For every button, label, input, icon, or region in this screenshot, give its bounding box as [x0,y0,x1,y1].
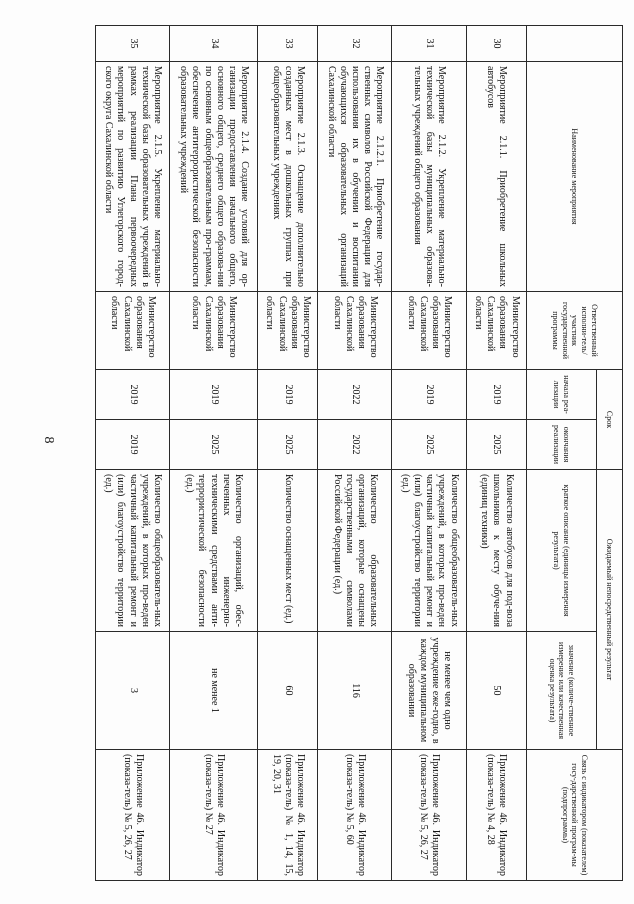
table-row [257,26,317,881]
responsible-executor: Министерство образования Сахалинской области [466,292,526,370]
start-year: 2022 [318,370,392,420]
rotated-table-container [95,25,623,880]
result-description: Количество оснащенных мест (ед.) [257,470,317,632]
row-number: 32 [318,26,392,62]
table-row [318,26,392,881]
responsible-executor: Министерство образования Сахалинской области [96,292,170,370]
start-year: 2019 [96,370,170,420]
start-year: 2019 [392,370,466,420]
result-description: Количество автобусов для под-воза школьников к месту обуче-ния (единиц техники) [466,470,526,632]
result-value: не менее 1 [170,632,258,750]
header-responsible: Ответственный исполни-тель/участник государственной программы [527,292,623,370]
end-year: 2025 [170,420,258,470]
row-number: 35 [96,26,170,62]
responsible-executor: Министерство образования Сахалинской области [170,292,258,370]
header-value: значение (количе-ственное измерение или качественная оценка результата) [527,632,597,750]
activity-name: Мероприятие 2.1.1. Приобретение школьных автобусов [466,62,526,292]
result-description: Количество образовательных организаций, которые оснащены государственными символами Российской Федерации (ед.) [318,470,392,632]
header-short-description: краткое описание (единицы измерения результата) [527,470,597,632]
responsible-executor: Министерство образования Сахалинской области [392,292,466,370]
header-end: окончания реализации [527,420,597,470]
table-row [392,26,466,881]
indicator-link: Приложение 46. Индикатор (показа-тель) № 5, 60 [318,750,392,881]
start-year: 2019 [170,370,258,420]
row-number: 33 [257,26,317,62]
result-description: Количество общеобразователь-ных учреждений, в которых про-веден частичный капитальный ремонт и (или) благоустройство территории (ед.) [96,470,170,632]
responsible-executor: Министерство образования Сахалинской области [257,292,317,370]
indicator-link: Приложение 46. Индикатор (показа-тель) № 4, 28 [466,750,526,881]
result-value: 116 [318,632,392,750]
activity-name: Мероприятие 2.1.2. Укрепление материально-технической базы муниципальных образова-тельных учреждений общего образования [392,62,466,292]
row-number: 31 [392,26,466,62]
end-year: 2019 [96,420,170,470]
result-value: не менее чем одно учреждение еже-годно, в каждом муниципальном образовании [392,632,466,750]
table-row [96,26,170,881]
activities-table [95,25,623,881]
indicator-link: Приложение 46. Индикатор (показа-тель) № 27 [170,750,258,881]
header-number [527,26,623,62]
table-row [170,26,258,881]
row-number: 34 [170,26,258,62]
header-expected-result: Ожидаемый непосредственный результат [597,470,623,750]
end-year: 2025 [257,420,317,470]
end-year: 2025 [466,420,526,470]
activity-name: Мероприятие 2.1.3. Оснащение дополнительно созданных мест в дошкольных группах при общеобразовательных учреждениях [257,62,317,292]
result-value: 3 [96,632,170,750]
activity-name: Мероприятие 2.1.5. Укрепление материально-технической базы образовательных учреждений в рамках реализации Плана первоочередных мероприятий по развитию Углегорского город-ского округа Сахалинской области [96,62,170,292]
start-year: 2019 [466,370,526,420]
table-body [96,26,527,881]
result-description: Количество организаций, обес-печенных инженерно-техническими средствами анти-террористической безопасности (ед.) [170,470,258,632]
start-year: 2019 [257,370,317,420]
result-value: 50 [466,632,526,750]
indicator-link: Приложение 46. Индикатор (показа-тель) № 5, 26, 27 [392,750,466,881]
indicator-link: Приложение 46. Индикатор (показа-тель) № 5, 26, 27 [96,750,170,881]
end-year: 2022 [318,420,392,470]
header-name: Наименование мероприятия [527,62,623,292]
responsible-executor: Министерство образования Сахалинской области [318,292,392,370]
page-number: 8 [41,436,56,444]
table-row [466,26,526,881]
indicator-link: Приложение 46. Индикатор (показа-тель) № 1, 14, 15, 19, 20, 31 [257,750,317,881]
result-value: 60 [257,632,317,750]
row-number: 30 [466,26,526,62]
result-description: Количество общеобразователь-ных учреждений, в которых про-веден частичный капитальный ремонт и (или) благоустройство территории (ед.) [392,470,466,632]
activity-name: Мероприятие 2.1.2.1. Приобретение государ-ственных символов Российской Федерации для использования их в обучении и воспитании обучающихся образовательных организаций Сахалинской области [318,62,392,292]
header-period: Срок [597,370,623,470]
activity-name: Мероприятие 2.1.4. Создание условий для ор-ганизации предоставления начального общего, основного общего, среднего общего образова-ния по основным общеобразовательным про-граммам, обеспечение антитеррористической безопасности образовательных учреждений [170,62,258,292]
header-indicator-link: Связь с индикатором (показателем) госу-дарственной програм-мы (подпрограммы) [527,750,623,881]
header-start: начала реа-лизации [527,370,597,420]
end-year: 2025 [392,420,466,470]
table-header [527,26,623,881]
